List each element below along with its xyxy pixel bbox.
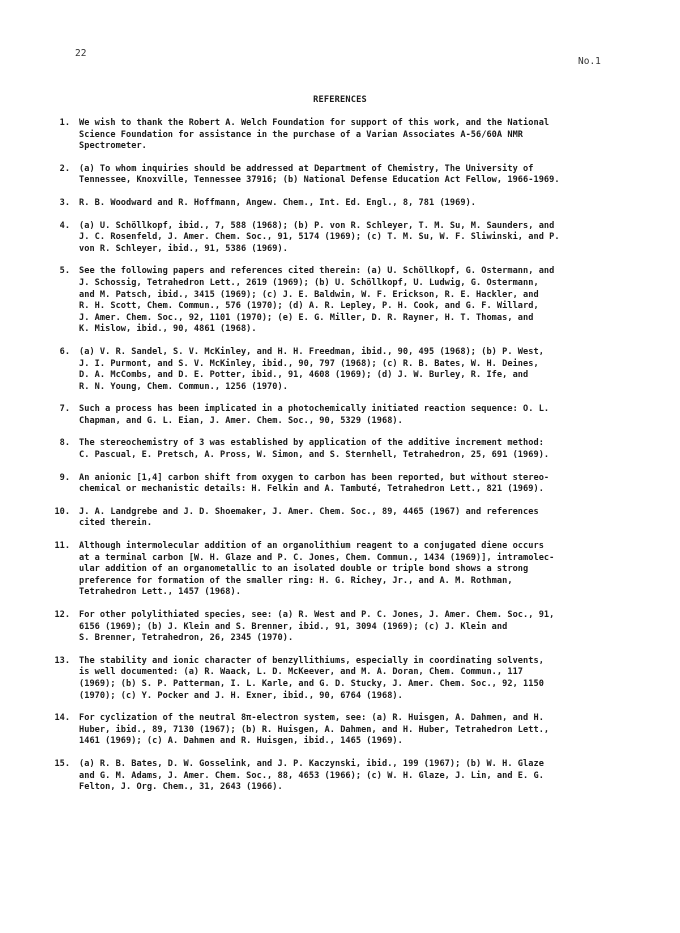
journal-issue: No.1 (578, 56, 601, 67)
reference-item (48, 404, 628, 427)
reference-item (48, 198, 628, 210)
reference-item (48, 713, 628, 748)
reference-text: (a) V. R. Sandel, S. V. McKinley, and H. H. Freedman, ibid., 90, 495 (1968); (b) P. West, J. I. Purmont, and S. V. McKinley, ibid., 90, 797 (1968); (c) R. B. Bates, W. H. Deines, D. A. McCombs, and D. E. Potter, ibid., 91, 4608 (1969); (d) J. W. Burley, R. Ife, and R. N. Young, Chem. Commun., 1256 (1970). (79, 346, 544, 392)
reference-text: (a) R. B. Bates, D. W. Gosselink, and J. P. Kaczynski, ibid., 199 (1967); (b) W. H. Glaze and G. M. Adams, J. Amer. Chem. Soc., 88, 4653 (1966); (c) W. H. Glaze, J. Lin, and E. G. Felton, J. Org. Chem., 31, 2643 (1966). (79, 758, 544, 793)
reference-text: R. B. Woodward and R. Hoffmann, Angew. Chem., Int. Ed. Engl., 8, 781 (1969). (79, 197, 477, 208)
reference-item (48, 164, 628, 187)
reference-item (48, 221, 628, 256)
reference-item (48, 266, 628, 336)
reference-text: We wish to thank the Robert A. Welch Foundation for support of this work, and the National Science Foundation for assistance in the purchase of a Varian Associates A-56/60A NMR Spectrometer. (79, 118, 550, 152)
reference-item (48, 438, 628, 461)
reference-text: Although intermolecular addition of an organolithium reagent to a conjugated diene occurs at a terminal carbon [W. H. Glaze and P. C. Jones, Chem. Commun., 1434 (1969)], intramolec- ular addition of an organometallic to an isolated double or triple bond shows a strong preference for formation of the smaller ring: H. G. Richey, Jr., and A. M. Rothman, Tetrahedron Lett., 1457 (1968). (79, 541, 555, 598)
reference-text: For cyclization of the neutral 8π-electron system, see: (a) R. Huisgen, A. Dahmen, and H. Huber, ibid., 89, 7130 (1967); (b) R. Huisgen, A. Dahmen, and H. Huber, Tetrahedron Lett., 1461 (1969); (c) A. Dahmen and R. Huisgen, ibid., 1465 (1969). (79, 713, 550, 747)
reference-text: The stereochemistry of 3 was established by application of the additive increment method: C. Pascual, E. Pretsch, A. Pross, W. Simon, and S. Sternhell, Tetrahedron, 25, 691 (1969). (79, 438, 550, 461)
reference-number: 1. (59, 118, 70, 128)
reference-text: See the following papers and references cited therein: (a) U. Schöllkopf, G. Ostermann, and J. Schossig, Tetrahedron Lett., 2619 (1969); (b) U. Schöllkopf, U. Ludwig, G. Ostermann, and M. Patsch, ibid., 3415 (1969); (c) J. E. Baldwin, W. F. Erickson, R. E. Hackler, and R. H. Scott, Chem. Commun., 576 (1970); (d) A. R. Lepley, P. H. Cook, and G. F. Willard, J. Amer. Chem. Soc., 92, 1101 (1970); (e) E. G. Miller, D. R. Rayner, H. T. Thomas, and K. Mislow, ibid., 90, 4861 (1968). (79, 266, 555, 335)
reference-text: J. A. Landgrebe and J. D. Shoemaker, J. Amer. Chem. Soc., 89, 4465 (1967) and references cited therein. (79, 506, 539, 529)
reference-item (48, 118, 628, 153)
reference-number: 11. (54, 541, 70, 552)
reference-number: 7. (59, 404, 70, 415)
reference-text: (a) To whom inquiries should be addressed at Department of Chemistry, The University of Tennessee, Knoxville, Tennessee 37916; (b) National Defense Education Act Fellow, 1966-1969. (79, 163, 560, 186)
reference-text: The stability and ionic character of benzyllithiums, especially in coordinating solvents, is well documented: (a) R. Waack, L. D. McKeever, and M. A. Doran, Chem. Commun., 117 (1969); (b) S. P. Patterman, I. L. Karle, and G. D. Stucky, J. Amer. Chem. Soc., 92, 1150 (1970); (c) Y. Pocker and J. H. Exner, ibid., 90, 6764 (1968). (79, 655, 544, 701)
reference-number: 9. (59, 472, 70, 483)
page-number: 22 (75, 48, 87, 59)
reference-item (48, 507, 628, 530)
reference-number: 15. (54, 758, 70, 769)
reference-number: 5. (59, 266, 70, 277)
reference-item (48, 656, 628, 702)
reference-number: 2. (59, 163, 70, 174)
reference-text: (a) U. Schöllkopf, ibid., 7, 588 (1968); (b) P. von R. Schleyer, T. M. Su, M. Saunders, and J. C. Rosenfeld, J. Amer. Chem. Soc., 91, 5174 (1969); (c) T. M. Su, W. F. Sliwinski, and P. von R. Schleyer, ibid., 91, 5386 (1969). (79, 220, 560, 254)
reference-item (48, 759, 628, 794)
reference-item (48, 541, 628, 599)
reference-item (48, 610, 628, 645)
reference-item (48, 473, 628, 496)
reference-text: For other polylithiated species, see: (a) R. West and P. C. Jones, J. Amer. Chem. Soc., 91, 6156 (1969); (b) J. Klein and S. Brenner, ibid., 91, 3094 (1969); (c) J. Klein and S. Brenner, Tetrahedron, 26, 2345 (1970). (79, 610, 555, 644)
reference-item (48, 347, 628, 393)
reference-text: An anionic [1,4] carbon shift from oxygen to carbon has been reported, but without stereo- chemical or mechanistic details: H. Felkin and A. Tambuté, Tetrahedron Lett., 821 (1969). (79, 472, 550, 495)
references-list (48, 118, 628, 805)
reference-number: 4. (59, 220, 70, 231)
reference-text: Such a process has been implicated in a photochemically initiated reaction sequence: O. L. Chapman, and G. L. Eian, J. Amer. Chem. Soc., 90, 5329 (1968). (79, 404, 550, 426)
reference-number: 14. (54, 713, 70, 724)
reference-number: 3. (59, 197, 70, 208)
reference-number: 10. (54, 506, 70, 517)
reference-number: 13. (54, 655, 70, 666)
reference-number: 6. (59, 346, 70, 357)
references-heading: REFERENCES (313, 95, 367, 105)
reference-number: 8. (59, 438, 70, 449)
reference-number: 12. (54, 610, 70, 620)
